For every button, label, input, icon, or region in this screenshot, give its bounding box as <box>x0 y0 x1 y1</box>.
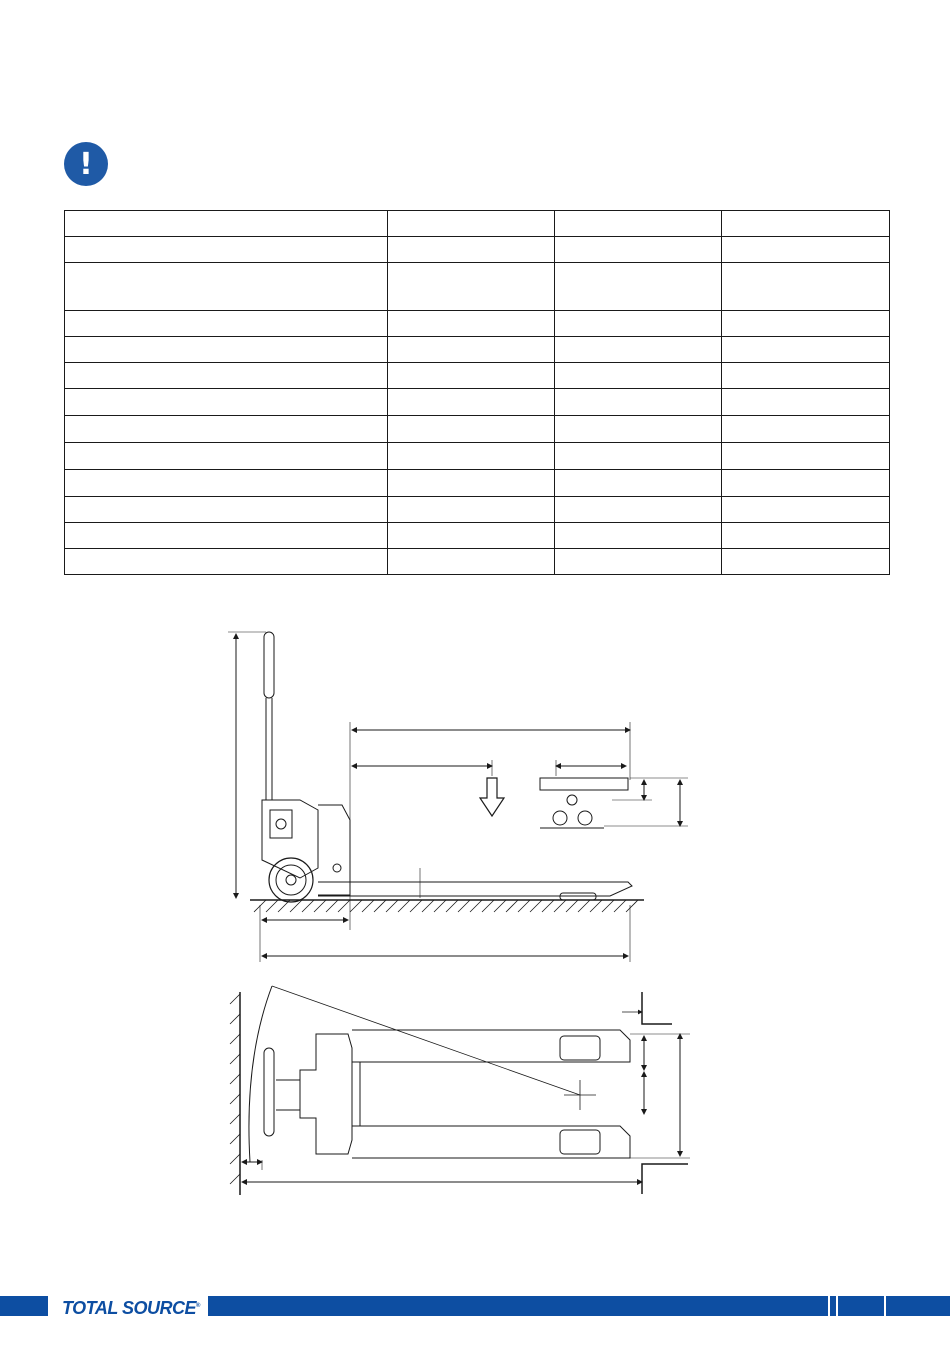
ground-hatch <box>254 900 638 912</box>
exclamation-circle-icon: ! <box>64 142 108 186</box>
footer-divider <box>828 1296 830 1316</box>
footer-bar-left <box>0 1296 48 1316</box>
footer-divider <box>884 1296 886 1316</box>
brand-logo: TOTAL SOURCE® <box>62 1298 200 1318</box>
fork-end-detail <box>540 760 688 828</box>
side-view <box>228 632 644 962</box>
top-view <box>230 986 690 1195</box>
footer-bar-right <box>208 1296 950 1316</box>
footer-divider <box>836 1296 838 1316</box>
